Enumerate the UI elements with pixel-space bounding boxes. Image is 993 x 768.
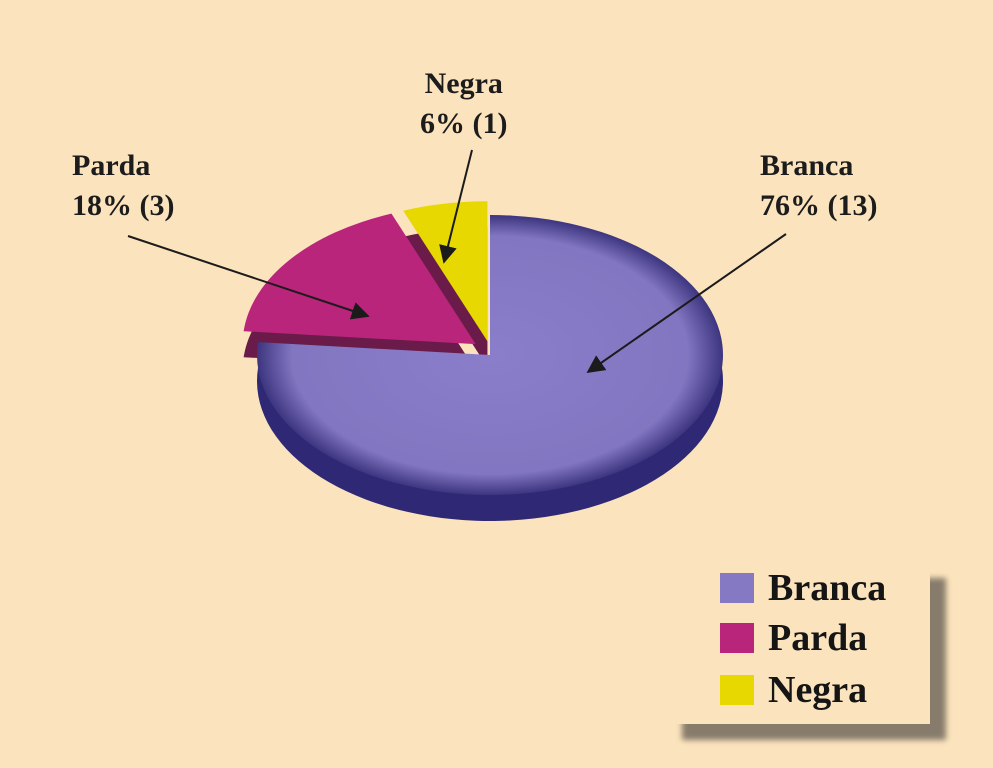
label-branca bbox=[760, 146, 877, 226]
legend-swatch-branca bbox=[720, 573, 754, 603]
label-parda bbox=[72, 146, 174, 226]
label-parda-name: Parda bbox=[72, 149, 151, 182]
legend-swatch-parda bbox=[720, 623, 754, 653]
legend-item-negra bbox=[720, 670, 867, 710]
legend-item-branca bbox=[720, 568, 886, 608]
legend-label-parda: Parda bbox=[768, 617, 868, 659]
label-negra-name: Negra bbox=[424, 67, 503, 100]
legend-label-negra: Negra bbox=[768, 669, 868, 711]
legend-label-branca: Branca bbox=[768, 567, 887, 609]
label-negra-value: 6% (1) bbox=[420, 107, 508, 140]
legend-swatch-negra bbox=[720, 675, 754, 705]
label-branca-name: Branca bbox=[760, 149, 854, 182]
legend-item-parda bbox=[720, 618, 867, 658]
label-branca-value: 76% (13) bbox=[760, 189, 878, 222]
label-parda-value: 18% (3) bbox=[72, 189, 175, 222]
legend bbox=[668, 564, 930, 724]
label-negra bbox=[420, 64, 507, 144]
